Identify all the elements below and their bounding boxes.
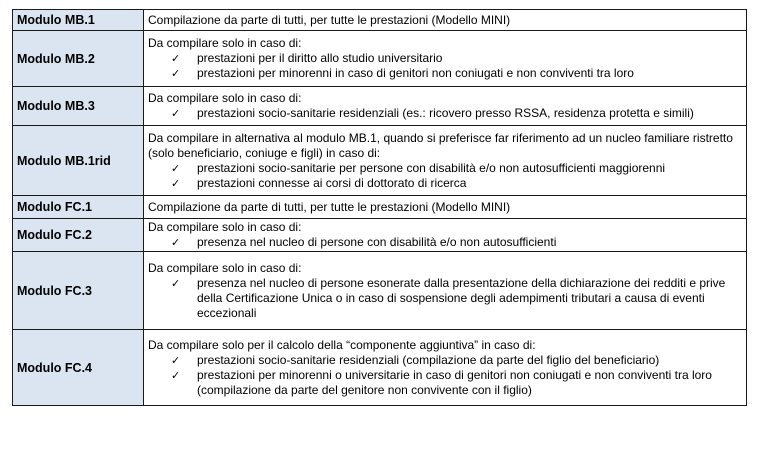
- module-label: Modulo MB.2: [13, 31, 144, 87]
- bullet-text: prestazioni per minorenni in caso di genitori non coniugati e non conviventi tra loro: [197, 66, 634, 80]
- modules-table-body: [13, 10, 747, 406]
- modules-table-container: [12, 9, 747, 406]
- table-row: [13, 126, 747, 196]
- bullet-item: [148, 353, 742, 368]
- description-intro: Compilazione da parte di tutti, per tutte le prestazioni (Modello MINI): [148, 199, 511, 214]
- table-row: [13, 330, 747, 406]
- table-row: [13, 252, 747, 330]
- module-label: Modulo FC.3: [13, 252, 144, 330]
- module-label: Modulo MB.3: [13, 87, 144, 126]
- description-intro: Da compilare solo in caso di:: [148, 220, 302, 234]
- bullet-item: [148, 368, 742, 398]
- checkmark-icon: ✓: [171, 368, 181, 382]
- table-row: [13, 196, 747, 219]
- bullet-text: prestazioni connesse ai corsi di dottorato di ricerca: [197, 175, 467, 190]
- module-description: [144, 252, 747, 330]
- modules-table: [12, 9, 747, 406]
- bullet-item: [148, 235, 742, 250]
- checkmark-icon: ✓: [171, 176, 181, 190]
- module-description: [144, 196, 747, 219]
- checkmark-icon: ✓: [171, 161, 181, 175]
- description-intro: Compilazione da parte di tutti, per tutte le prestazioni (Modello MINI): [148, 12, 511, 27]
- checkmark-icon: ✓: [171, 353, 181, 367]
- module-description: [144, 219, 747, 252]
- module-description: [144, 10, 747, 31]
- module-description: [144, 87, 747, 126]
- description-intro: Da compilare solo in caso di:: [148, 260, 302, 275]
- checkmark-icon: ✓: [171, 107, 181, 120]
- bullet-item: [148, 161, 742, 176]
- checkmark-icon: ✓: [171, 52, 181, 65]
- description-intro: Da compilare solo in caso di:: [148, 36, 302, 50]
- bullet-text: prestazioni socio-sanitarie per persone con disabilità e/o non autosufficienti maggiorenni: [197, 160, 666, 175]
- table-row: [13, 31, 747, 87]
- bullet-item: [148, 51, 742, 66]
- description-intro: Da compilare solo per il calcolo della “componente aggiuntiva” in caso di:: [148, 337, 536, 352]
- module-description: [144, 31, 747, 87]
- bullet-text: prestazioni socio-sanitarie residenziali (es.: ricovero presso RSSA, residenza protetta e simili): [197, 106, 694, 120]
- table-row: [13, 219, 747, 252]
- module-label: Modulo FC.2: [13, 219, 144, 252]
- bullet-item: [148, 176, 742, 191]
- module-description: [144, 126, 747, 196]
- module-label: Modulo MB.1rid: [13, 126, 144, 196]
- bullet-text: prestazioni socio-sanitarie residenziali (compilazione da parte del figlio del beneficiario): [197, 352, 660, 367]
- module-description: [144, 330, 747, 406]
- bullet-item: [148, 106, 742, 121]
- table-row: [13, 10, 747, 31]
- module-label: Modulo FC.1: [13, 196, 144, 219]
- bullet-text: prestazioni per minorenni o universitarie in caso di genitori non coniugati e non conviventi tra loro (compilazione da parte del genitore non convivente con il figlio): [197, 367, 712, 397]
- module-label: Modulo MB.1: [13, 10, 144, 31]
- bullet-text: presenza nel nucleo di persone con disabilità e/o non autosufficienti: [197, 235, 557, 249]
- checkmark-icon: ✓: [171, 276, 181, 290]
- description-intro: Da compilare solo in caso di:: [148, 91, 302, 105]
- module-label: Modulo FC.4: [13, 330, 144, 406]
- bullet-item: [148, 276, 742, 321]
- checkmark-icon: ✓: [171, 236, 181, 249]
- checkmark-icon: ✓: [171, 67, 181, 80]
- bullet-text: presenza nel nucleo di persone esonerate dalla presentazione della dichiarazione dei redditi e prive della Certificazione Unica o in caso di sospensione degli adempimenti tributari a causa di eventi eccezionali: [197, 275, 726, 320]
- bullet-item: [148, 66, 742, 81]
- description-intro: Da compilare in alternativa al modulo MB.1, quando si preferisce far riferimento ad un nucleo familiare ristretto (solo beneficiario, coniuge e figli) in caso di:: [148, 130, 733, 160]
- table-row: [13, 87, 747, 126]
- bullet-text: prestazioni per il diritto allo studio universitario: [197, 51, 443, 65]
